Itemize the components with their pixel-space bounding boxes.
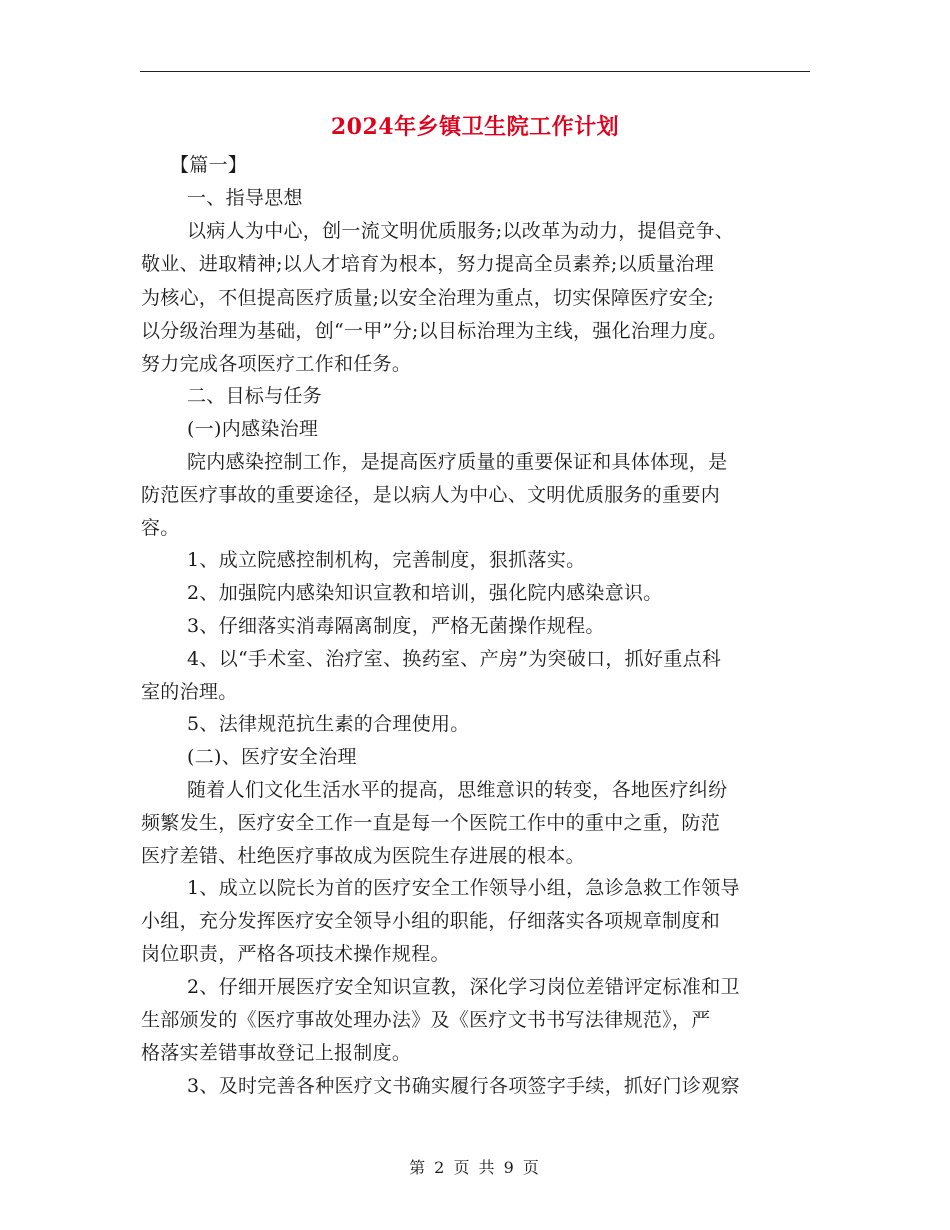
paragraph-line: 以病人为中心，创一流文明优质服务;以改革为动力，提倡竞争、 <box>187 220 735 242</box>
list-item: 室的治理。 <box>141 681 238 703</box>
paragraph-line: 以分级治理为基础，创“一甲”分;以目标治理为主线，强化治理力度。 <box>141 320 728 342</box>
paragraph-line: 努力完成各项医疗工作和任务。 <box>141 353 412 375</box>
list-item: 3、及时完善各种医疗文书确实履行各项签字手续，抓好门诊观察 <box>187 1075 740 1097</box>
subsection-heading: (一)内感染治理 <box>187 418 319 440</box>
paragraph-line: 随着人们文化生活水平的提高，思维意识的转变，各地医疗纠纷 <box>187 779 728 801</box>
list-item: 格落实差错事故登记上报制度。 <box>141 1042 412 1064</box>
paragraph-line: 容。 <box>141 517 180 539</box>
paragraph-line: 防范医疗事故的重要途径，是以病人为中心、文明优质服务的重要内 <box>141 484 721 506</box>
list-item: 生部颁发的《医疗事故处理办法》及《医疗文书书写法律规范》，严 <box>141 1009 711 1031</box>
header-rule <box>140 71 810 72</box>
page-footer: 第 2 页 共 9 页 <box>409 1158 541 1177</box>
paragraph-line: 为核心，不但提高医疗质量;以安全治理为重点，切实保障医疗安全; <box>141 287 715 309</box>
paragraph-line: 敬业、进取精神;以人才培育为根本，努力提高全员素养;以质量治理 <box>141 253 715 275</box>
list-item: 小组，充分发挥医疗安全领导小组的职能，仔细落实各项规章制度和 <box>141 910 721 932</box>
list-item: 1、成立院感控制机构，完善制度，狠抓落实。 <box>187 549 586 571</box>
list-item: 2、仔细开展医疗安全知识宣教，深化学习岗位差错评定标准和卫 <box>187 976 740 998</box>
paragraph-line: 医疗差错、杜绝医疗事故成为医院生存进展的根本。 <box>141 845 585 867</box>
section-heading: 【篇一】 <box>170 154 248 176</box>
list-item: 岗位职责，严格各项技术操作规程。 <box>141 943 450 965</box>
paragraph-line: 频繁发生，医疗安全工作一直是每一个医院工作中的重中之重，防范 <box>141 812 721 834</box>
section-heading: 一、指导思想 <box>187 187 303 209</box>
list-item: 2、加强院内感染知识宣教和培训，强化院内感染意识。 <box>187 582 663 604</box>
list-item: 4、以“手术室、治疗室、换药室、产房”为突破口，抓好重点科 <box>187 648 722 670</box>
paragraph-line: 院内感染控制工作，是提高医疗质量的重要保证和具体体现，是 <box>187 451 728 473</box>
document-title: 2024年乡镇卫生院工作计划 <box>330 114 620 140</box>
subsection-heading: (二)、医疗安全治理 <box>187 746 357 768</box>
list-item: 5、法律规范抗生素的合理使用。 <box>187 713 470 735</box>
list-item: 1、成立以院长为首的医疗安全工作领导小组，急诊急救工作领导 <box>187 877 740 899</box>
section-heading: 二、目标与任务 <box>187 385 323 407</box>
list-item: 3、仔细落实消毒隔离制度，严格无菌操作规程。 <box>187 615 605 637</box>
